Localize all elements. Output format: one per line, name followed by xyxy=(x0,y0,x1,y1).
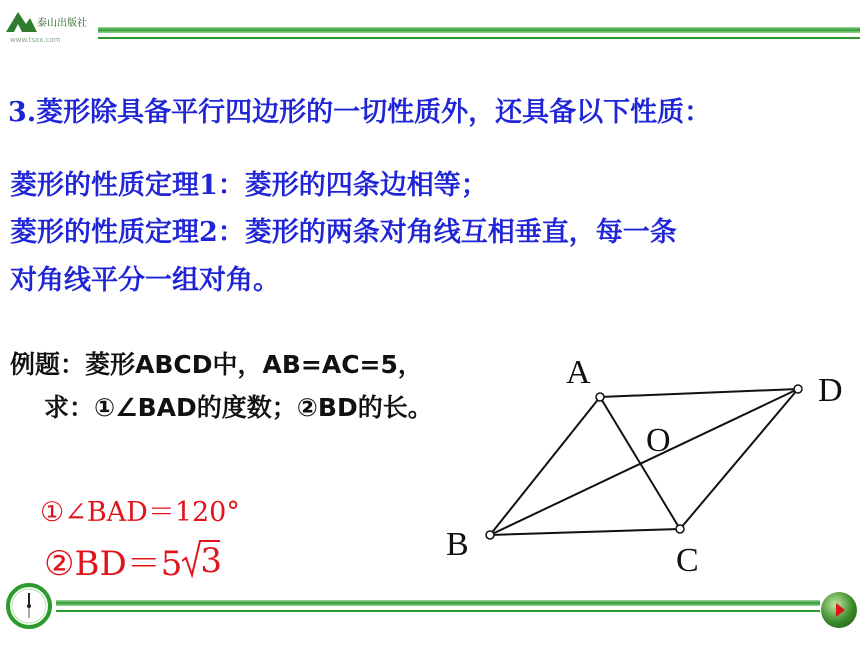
publisher-logo-icon xyxy=(4,8,38,34)
answer-1: ①∠BAD＝120° xyxy=(40,497,240,528)
theorem-2-line-1: 菱形的性质定理2：菱形的两条对角线互相垂直，每一条 xyxy=(10,217,677,248)
point-d xyxy=(794,385,802,393)
next-page-button[interactable] xyxy=(821,592,857,628)
point-b xyxy=(486,531,494,539)
point-c xyxy=(676,525,684,533)
answer-2-radicand: 3 xyxy=(200,541,222,581)
publisher-logo-text: 泰山出版社 xyxy=(37,18,87,29)
example-line-2: 求：①∠BAD的度数；②BD的长。 xyxy=(44,393,433,422)
next-page-button-icon xyxy=(821,592,857,628)
clock-icon[interactable] xyxy=(5,582,53,630)
point-a xyxy=(596,393,604,401)
label-a: A xyxy=(566,354,591,391)
sqrt-symbol xyxy=(182,541,220,581)
label-d: D xyxy=(818,372,843,409)
label-c: C xyxy=(676,542,699,579)
header-rule-thin xyxy=(98,37,860,39)
answer-2-prefix: ②BD＝5 xyxy=(44,544,183,584)
footer-rule-thick xyxy=(56,600,820,606)
theorem-2-line-2: 对角线平分一组对角。 xyxy=(10,265,280,296)
example-line-1: 例题：菱形ABCD中，AB=AC=5， xyxy=(10,350,423,379)
label-o: O xyxy=(646,422,671,459)
heading-text: 3.菱形除具备平行四边形的一切性质外，还具备以下性质： xyxy=(8,97,712,128)
theorem-1-text: 菱形的性质定理1：菱形的四条边相等； xyxy=(10,170,488,201)
footer-rule-thin xyxy=(56,610,820,612)
publisher-url: www.tsxx.com xyxy=(10,36,61,44)
label-b: B xyxy=(446,526,469,563)
edge-bc xyxy=(490,529,680,535)
answer-2 xyxy=(44,536,222,584)
publisher-logo xyxy=(4,6,96,44)
edge-ab xyxy=(490,397,600,535)
rhombus-diagram xyxy=(440,345,860,605)
diagonal-bd xyxy=(490,389,798,535)
header-rule-thick xyxy=(98,27,860,33)
edge-cd xyxy=(680,389,798,529)
edge-da xyxy=(600,389,798,397)
